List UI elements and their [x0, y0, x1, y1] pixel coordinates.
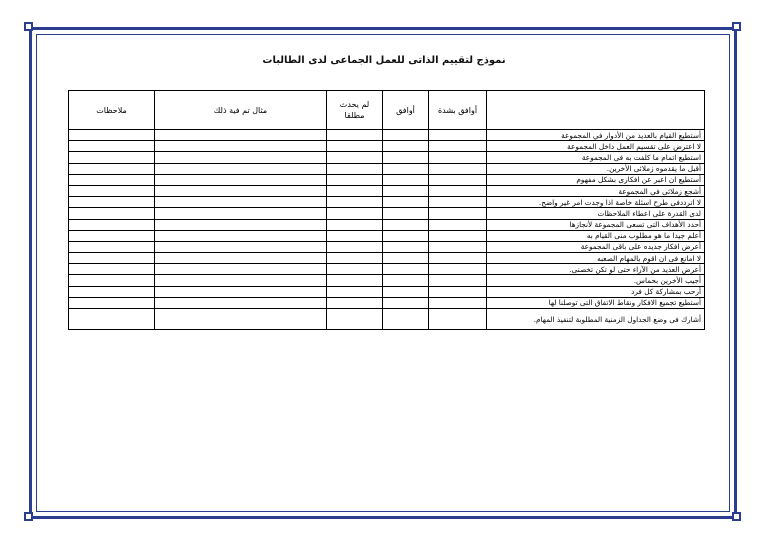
strongly-agree-cell[interactable] [429, 185, 487, 196]
document-title: نموذج لتقييم الذاتى للعمل الجماعى لدى الطالبات [262, 55, 506, 66]
example-cell[interactable] [155, 297, 327, 308]
strongly-agree-cell[interactable] [429, 264, 487, 275]
example-cell[interactable] [155, 185, 327, 196]
statement-cell: أستطيع القيام بالعديد من الأدوار في المجموعة [487, 130, 705, 141]
example-cell[interactable] [155, 275, 327, 286]
never-cell[interactable] [327, 253, 383, 264]
notes-cell[interactable] [69, 253, 155, 264]
notes-cell[interactable] [69, 141, 155, 152]
statement-cell: أجيب الأخرين بحماس. [487, 275, 705, 286]
agree-cell[interactable] [383, 130, 429, 141]
strongly-agree-cell[interactable] [429, 275, 487, 286]
table-row [69, 286, 705, 297]
agree-cell[interactable] [383, 208, 429, 219]
table-row [69, 275, 705, 286]
notes-cell[interactable] [69, 197, 155, 208]
agree-cell[interactable] [383, 174, 429, 185]
strongly-agree-cell[interactable] [429, 219, 487, 230]
column-header-never: لم يحدث مطلقا [327, 91, 383, 130]
table-row [69, 130, 705, 141]
border-corner-ornament [732, 22, 741, 31]
strongly-agree-cell[interactable] [429, 152, 487, 163]
column-header-statement [487, 91, 705, 130]
never-cell[interactable] [327, 130, 383, 141]
strongly-agree-cell[interactable] [429, 141, 487, 152]
strongly-agree-cell[interactable] [429, 286, 487, 297]
notes-cell[interactable] [69, 174, 155, 185]
statement-cell: أقبل ما يقدموه زملائى الأخرين. [487, 163, 705, 174]
example-cell[interactable] [155, 208, 327, 219]
agree-cell[interactable] [383, 230, 429, 241]
strongly-agree-cell[interactable] [429, 130, 487, 141]
table-header-row [69, 91, 705, 130]
statement-cell: لدى القدرة على اعطاء الملاحظات [487, 208, 705, 219]
agree-cell[interactable] [383, 286, 429, 297]
column-header-example: مثال تم فية ذلك [155, 91, 327, 130]
table-row [69, 241, 705, 252]
agree-cell[interactable] [383, 152, 429, 163]
agree-cell[interactable] [383, 241, 429, 252]
notes-cell[interactable] [69, 152, 155, 163]
never-cell[interactable] [327, 309, 383, 330]
table-row [69, 253, 705, 264]
statement-cell: لا اترددفى طرح اسئلة خاصة اذا وجدت امر غير واضح. [487, 197, 705, 208]
agree-cell[interactable] [383, 297, 429, 308]
strongly-agree-cell[interactable] [429, 174, 487, 185]
notes-cell[interactable] [69, 275, 155, 286]
never-cell[interactable] [327, 297, 383, 308]
example-cell[interactable] [155, 286, 327, 297]
never-cell[interactable] [327, 264, 383, 275]
example-cell[interactable] [155, 253, 327, 264]
agree-cell[interactable] [383, 185, 429, 196]
agree-cell[interactable] [383, 309, 429, 330]
table-row [69, 309, 705, 330]
example-cell[interactable] [155, 197, 327, 208]
never-cell[interactable] [327, 197, 383, 208]
statement-cell: أشجع زملائى فى المجموعة [487, 185, 705, 196]
border-corner-ornament [732, 512, 741, 521]
strongly-agree-cell[interactable] [429, 309, 487, 330]
never-cell[interactable] [327, 219, 383, 230]
statement-cell: أشارك فى وضع الجداول الزمنية المطلوبة لتنفيذ المهام. [487, 309, 705, 330]
notes-cell[interactable] [69, 230, 155, 241]
statement-cell: أعلم جيدا ما هو مطلوب منى القيام به [487, 230, 705, 241]
table-row [69, 297, 705, 308]
table-row [69, 230, 705, 241]
example-cell[interactable] [155, 219, 327, 230]
table-row [69, 163, 705, 174]
notes-cell[interactable] [69, 185, 155, 196]
strongly-agree-cell[interactable] [429, 241, 487, 252]
never-cell[interactable] [327, 275, 383, 286]
example-cell[interactable] [155, 241, 327, 252]
notes-cell[interactable] [69, 286, 155, 297]
table-row [69, 219, 705, 230]
statement-cell: أستطيع تجميع الافكار ونقاط الاتفاق التى توصلنا لها [487, 297, 705, 308]
notes-cell[interactable] [69, 208, 155, 219]
notes-cell[interactable] [69, 163, 155, 174]
strongly-agree-cell[interactable] [429, 297, 487, 308]
table-row [69, 185, 705, 196]
notes-cell[interactable] [69, 309, 155, 330]
statement-cell: أرحب بمشاركة كل فرد [487, 286, 705, 297]
never-cell[interactable] [327, 152, 383, 163]
agree-cell[interactable] [383, 141, 429, 152]
never-cell[interactable] [327, 163, 383, 174]
statement-cell: أحدد الأهداف التى تسعى المجموعة لأنجازها [487, 219, 705, 230]
agree-cell[interactable] [383, 264, 429, 275]
column-header-agree: أوافق [383, 91, 429, 130]
table-row [69, 264, 705, 275]
strongly-agree-cell[interactable] [429, 230, 487, 241]
column-header-strongly-agree: أوافق بشدة [429, 91, 487, 130]
example-cell[interactable] [155, 264, 327, 275]
table-row [69, 152, 705, 163]
example-cell[interactable] [155, 309, 327, 330]
statement-cell: أستطيع ان اعبر عن افكارى بشكل مفهوم [487, 174, 705, 185]
agree-cell[interactable] [383, 275, 429, 286]
border-corner-ornament [24, 512, 33, 521]
notes-cell[interactable] [69, 130, 155, 141]
border-corner-ornament [24, 22, 33, 31]
never-cell[interactable] [327, 241, 383, 252]
strongly-agree-cell[interactable] [429, 163, 487, 174]
agree-cell[interactable] [383, 219, 429, 230]
notes-cell[interactable] [69, 264, 155, 275]
never-cell[interactable] [327, 185, 383, 196]
statement-cell: استطيع اتمام ما كلفت به فى المجموعة [487, 152, 705, 163]
example-cell[interactable] [155, 174, 327, 185]
strongly-agree-cell[interactable] [429, 197, 487, 208]
column-header-notes: ملاحظات [69, 91, 155, 130]
table-row [69, 174, 705, 185]
never-cell[interactable] [327, 141, 383, 152]
strongly-agree-cell[interactable] [429, 208, 487, 219]
agree-cell[interactable] [383, 163, 429, 174]
example-cell[interactable] [155, 163, 327, 174]
statement-cell: أعرض العديد من الآراء حتى لو تكن تخصنى. [487, 264, 705, 275]
example-cell[interactable] [155, 152, 327, 163]
table-row [69, 141, 705, 152]
table-row [69, 197, 705, 208]
never-cell[interactable] [327, 174, 383, 185]
agree-cell[interactable] [383, 253, 429, 264]
never-cell[interactable] [327, 286, 383, 297]
never-cell[interactable] [327, 208, 383, 219]
notes-cell[interactable] [69, 241, 155, 252]
example-cell[interactable] [155, 230, 327, 241]
example-cell[interactable] [155, 141, 327, 152]
table-row [69, 208, 705, 219]
self-assessment-table [68, 90, 705, 330]
notes-cell[interactable] [69, 297, 155, 308]
statement-cell: لا اعترض على تقسيم العمل داخل المجموعة [487, 141, 705, 152]
strongly-agree-cell[interactable] [429, 253, 487, 264]
statement-cell: لا امانع فى ان اقوم بالمهام الصعبه [487, 253, 705, 264]
agree-cell[interactable] [383, 197, 429, 208]
example-cell[interactable] [155, 130, 327, 141]
never-cell[interactable] [327, 230, 383, 241]
notes-cell[interactable] [69, 219, 155, 230]
statement-cell: أعرض افكار جديده على باقى المجموعة [487, 241, 705, 252]
